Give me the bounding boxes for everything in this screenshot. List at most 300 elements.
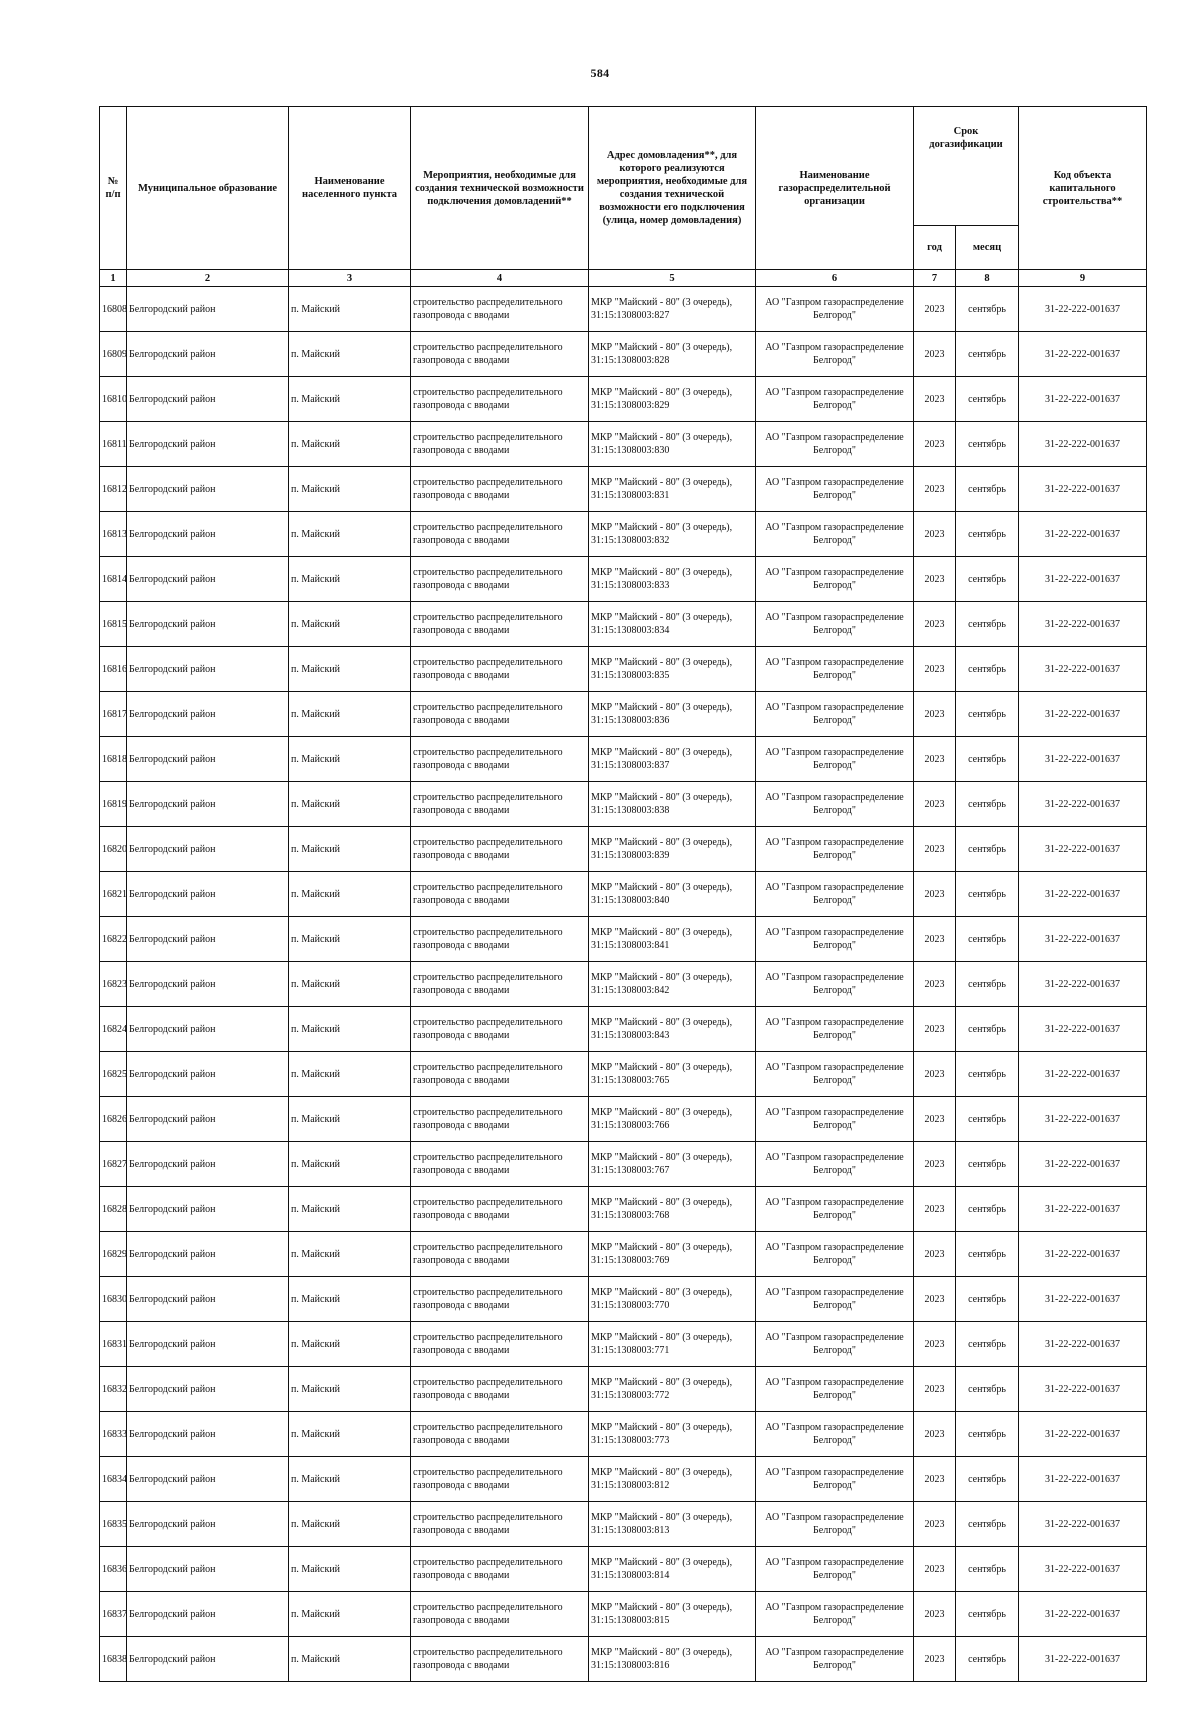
month-cell: сентябрь: [956, 467, 1019, 512]
object-code-cell: 31-22-222-001637: [1019, 1232, 1147, 1277]
row-number: 16823: [100, 962, 127, 1007]
locality-cell: п. Майский: [289, 1547, 411, 1592]
locality-cell: п. Майский: [289, 422, 411, 467]
locality-cell: п. Майский: [289, 1412, 411, 1457]
municipality-cell: Белгородский район: [127, 692, 289, 737]
municipality-cell: Белгородский район: [127, 1547, 289, 1592]
table-row: [100, 1502, 1147, 1547]
address-cell: МКР "Майский - 80" (3 очередь), 31:15:1308003:773: [589, 1412, 756, 1457]
address-cell: МКР "Майский - 80" (3 очередь), 31:15:1308003:813: [589, 1502, 756, 1547]
address-cell: МКР "Майский - 80" (3 очередь), 31:15:1308003:812: [589, 1457, 756, 1502]
municipality-cell: Белгородский район: [127, 467, 289, 512]
table-row: [100, 1457, 1147, 1502]
year-cell: 2023: [914, 557, 956, 602]
locality-cell: п. Майский: [289, 287, 411, 332]
object-code-cell: 31-22-222-001637: [1019, 647, 1147, 692]
table-row: [100, 647, 1147, 692]
month-cell: сентябрь: [956, 1367, 1019, 1412]
municipality-cell: Белгородский район: [127, 827, 289, 872]
activity-cell: строительство распределительного газопровода с вводами: [411, 1187, 589, 1232]
activity-cell: строительство распределительного газопровода с вводами: [411, 962, 589, 1007]
month-cell: сентябрь: [956, 377, 1019, 422]
activity-cell: строительство распределительного газопровода с вводами: [411, 1412, 589, 1457]
address-cell: МКР "Майский - 80" (3 очередь), 31:15:1308003:831: [589, 467, 756, 512]
row-number: 16831: [100, 1322, 127, 1367]
year-cell: 2023: [914, 827, 956, 872]
municipality-cell: Белгородский район: [127, 1277, 289, 1322]
municipality-cell: Белгородский район: [127, 782, 289, 827]
year-cell: 2023: [914, 647, 956, 692]
month-cell: сентябрь: [956, 602, 1019, 647]
object-code-cell: 31-22-222-001637: [1019, 692, 1147, 737]
organization-cell: АО "Газпром газораспределение Белгород": [756, 1592, 914, 1637]
locality-cell: п. Майский: [289, 512, 411, 557]
table-row: [100, 1007, 1147, 1052]
address-cell: МКР "Майский - 80" (3 очередь), 31:15:1308003:772: [589, 1367, 756, 1412]
organization-cell: АО "Газпром газораспределение Белгород": [756, 1232, 914, 1277]
activity-cell: строительство распределительного газопровода с вводами: [411, 557, 589, 602]
object-code-cell: 31-22-222-001637: [1019, 1367, 1147, 1412]
object-code-cell: 31-22-222-001637: [1019, 1547, 1147, 1592]
year-cell: 2023: [914, 1367, 956, 1412]
row-number: 16822: [100, 917, 127, 962]
month-cell: сентябрь: [956, 1052, 1019, 1097]
table-row: [100, 287, 1147, 332]
month-cell: сентябрь: [956, 1142, 1019, 1187]
organization-cell: АО "Газпром газораспределение Белгород": [756, 1412, 914, 1457]
locality-cell: п. Майский: [289, 602, 411, 647]
object-code-cell: 31-22-222-001637: [1019, 1637, 1147, 1682]
row-number: 16810: [100, 377, 127, 422]
activity-cell: строительство распределительного газопровода с вводами: [411, 512, 589, 557]
organization-cell: АО "Газпром газораспределение Белгород": [756, 422, 914, 467]
table-row: [100, 602, 1147, 647]
month-cell: сентябрь: [956, 647, 1019, 692]
month-cell: сентябрь: [956, 1457, 1019, 1502]
table-row: [100, 377, 1147, 422]
header-row: [100, 107, 1147, 226]
year-cell: 2023: [914, 377, 956, 422]
header-organization: Наименование газораспределительной организации: [756, 107, 914, 270]
table-row: [100, 1547, 1147, 1592]
header-address: Адрес домовладения**, для которого реализуются мероприятия, необходимые для создания технической возможности его подключения (улица, номер домовладения): [589, 107, 756, 270]
address-cell: МКР "Майский - 80" (3 очередь), 31:15:1308003:827: [589, 287, 756, 332]
municipality-cell: Белгородский район: [127, 557, 289, 602]
object-code-cell: 31-22-222-001637: [1019, 962, 1147, 1007]
organization-cell: АО "Газпром газораспределение Белгород": [756, 1277, 914, 1322]
month-cell: сентябрь: [956, 962, 1019, 1007]
activity-cell: строительство распределительного газопровода с вводами: [411, 287, 589, 332]
row-number: 16838: [100, 1637, 127, 1682]
object-code-cell: 31-22-222-001637: [1019, 1412, 1147, 1457]
locality-cell: п. Майский: [289, 1277, 411, 1322]
year-cell: 2023: [914, 1052, 956, 1097]
activity-cell: строительство распределительного газопровода с вводами: [411, 1097, 589, 1142]
organization-cell: АО "Газпром газораспределение Белгород": [756, 1547, 914, 1592]
row-number: 16829: [100, 1232, 127, 1277]
row-number: 16815: [100, 602, 127, 647]
header-month: месяц: [956, 226, 1019, 270]
table-row: [100, 512, 1147, 557]
address-cell: МКР "Майский - 80" (3 очередь), 31:15:1308003:833: [589, 557, 756, 602]
year-cell: 2023: [914, 1232, 956, 1277]
organization-cell: АО "Газпром газораспределение Белгород": [756, 1052, 914, 1097]
object-code-cell: 31-22-222-001637: [1019, 782, 1147, 827]
address-cell: МКР "Майский - 80" (3 очередь), 31:15:1308003:836: [589, 692, 756, 737]
object-code-cell: 31-22-222-001637: [1019, 422, 1147, 467]
table-row: [100, 962, 1147, 1007]
year-cell: 2023: [914, 1007, 956, 1052]
month-cell: сентябрь: [956, 1502, 1019, 1547]
organization-cell: АО "Газпром газораспределение Белгород": [756, 287, 914, 332]
month-cell: сентябрь: [956, 872, 1019, 917]
row-number: 16820: [100, 827, 127, 872]
locality-cell: п. Майский: [289, 1007, 411, 1052]
row-number: 16825: [100, 1052, 127, 1097]
organization-cell: АО "Газпром газораспределение Белгород": [756, 827, 914, 872]
activity-cell: строительство распределительного газопровода с вводами: [411, 1367, 589, 1412]
organization-cell: АО "Газпром газораспределение Белгород": [756, 512, 914, 557]
address-cell: МКР "Майский - 80" (3 очередь), 31:15:1308003:767: [589, 1142, 756, 1187]
locality-cell: п. Майский: [289, 1592, 411, 1637]
year-cell: 2023: [914, 602, 956, 647]
column-number: 6: [756, 270, 914, 287]
organization-cell: АО "Газпром газораспределение Белгород": [756, 737, 914, 782]
year-cell: 2023: [914, 1502, 956, 1547]
activity-cell: строительство распределительного газопровода с вводами: [411, 1277, 589, 1322]
year-cell: 2023: [914, 1142, 956, 1187]
activity-cell: строительство распределительного газопровода с вводами: [411, 737, 589, 782]
activity-cell: строительство распределительного газопровода с вводами: [411, 332, 589, 377]
month-cell: сентябрь: [956, 1277, 1019, 1322]
address-cell: МКР "Майский - 80" (3 очередь), 31:15:1308003:843: [589, 1007, 756, 1052]
row-number: 16809: [100, 332, 127, 377]
object-code-cell: 31-22-222-001637: [1019, 287, 1147, 332]
municipality-cell: Белгородский район: [127, 1187, 289, 1232]
address-cell: МКР "Майский - 80" (3 очередь), 31:15:1308003:769: [589, 1232, 756, 1277]
locality-cell: п. Майский: [289, 1367, 411, 1412]
activity-cell: строительство распределительного газопровода с вводами: [411, 1457, 589, 1502]
gasification-table: [99, 106, 1147, 1682]
municipality-cell: Белгородский район: [127, 737, 289, 782]
activity-cell: строительство распределительного газопровода с вводами: [411, 1232, 589, 1277]
object-code-cell: 31-22-222-001637: [1019, 602, 1147, 647]
header-locality: Наименование населенного пункта: [289, 107, 411, 270]
table-row: [100, 422, 1147, 467]
object-code-cell: 31-22-222-001637: [1019, 1142, 1147, 1187]
page-number: 584: [590, 66, 610, 80]
address-cell: МКР "Майский - 80" (3 очередь), 31:15:1308003:816: [589, 1637, 756, 1682]
month-cell: сентябрь: [956, 512, 1019, 557]
locality-cell: п. Майский: [289, 557, 411, 602]
object-code-cell: 31-22-222-001637: [1019, 1502, 1147, 1547]
organization-cell: АО "Газпром газораспределение Белгород": [756, 557, 914, 602]
locality-cell: п. Майский: [289, 692, 411, 737]
activity-cell: строительство распределительного газопровода с вводами: [411, 1007, 589, 1052]
municipality-cell: Белгородский район: [127, 647, 289, 692]
municipality-cell: Белгородский район: [127, 872, 289, 917]
table-row: [100, 1097, 1147, 1142]
table-row: [100, 737, 1147, 782]
object-code-cell: 31-22-222-001637: [1019, 917, 1147, 962]
organization-cell: АО "Газпром газораспределение Белгород": [756, 692, 914, 737]
month-cell: сентябрь: [956, 1187, 1019, 1232]
address-cell: МКР "Майский - 80" (3 очередь), 31:15:1308003:842: [589, 962, 756, 1007]
municipality-cell: Белгородский район: [127, 1097, 289, 1142]
address-cell: МКР "Майский - 80" (3 очередь), 31:15:1308003:815: [589, 1592, 756, 1637]
organization-cell: АО "Газпром газораспределение Белгород": [756, 917, 914, 962]
activity-cell: строительство распределительного газопровода с вводами: [411, 377, 589, 422]
year-cell: 2023: [914, 1637, 956, 1682]
table-row: [100, 557, 1147, 602]
organization-cell: АО "Газпром газораспределение Белгород": [756, 782, 914, 827]
address-cell: МКР "Майский - 80" (3 очередь), 31:15:1308003:834: [589, 602, 756, 647]
activity-cell: строительство распределительного газопровода с вводами: [411, 602, 589, 647]
year-cell: 2023: [914, 692, 956, 737]
municipality-cell: Белгородский район: [127, 602, 289, 647]
activity-cell: строительство распределительного газопровода с вводами: [411, 1592, 589, 1637]
row-number: 16811: [100, 422, 127, 467]
locality-cell: п. Майский: [289, 1097, 411, 1142]
row-number: 16837: [100, 1592, 127, 1637]
object-code-cell: 31-22-222-001637: [1019, 1007, 1147, 1052]
locality-cell: п. Майский: [289, 827, 411, 872]
organization-cell: АО "Газпром газораспределение Белгород": [756, 602, 914, 647]
locality-cell: п. Майский: [289, 1232, 411, 1277]
locality-cell: п. Майский: [289, 1142, 411, 1187]
table-header: [100, 107, 1147, 287]
row-number: 16835: [100, 1502, 127, 1547]
municipality-cell: Белгородский район: [127, 917, 289, 962]
address-cell: МКР "Майский - 80" (3 очередь), 31:15:1308003:840: [589, 872, 756, 917]
row-number: 16812: [100, 467, 127, 512]
activity-cell: строительство распределительного газопровода с вводами: [411, 1142, 589, 1187]
column-number: 2: [127, 270, 289, 287]
row-number: 16816: [100, 647, 127, 692]
object-code-cell: 31-22-222-001637: [1019, 1322, 1147, 1367]
year-cell: 2023: [914, 962, 956, 1007]
municipality-cell: Белгородский район: [127, 1457, 289, 1502]
activity-cell: строительство распределительного газопровода с вводами: [411, 692, 589, 737]
month-cell: сентябрь: [956, 917, 1019, 962]
address-cell: МКР "Майский - 80" (3 очередь), 31:15:1308003:835: [589, 647, 756, 692]
municipality-cell: Белгородский район: [127, 287, 289, 332]
table-row: [100, 1412, 1147, 1457]
object-code-cell: 31-22-222-001637: [1019, 467, 1147, 512]
row-number: 16836: [100, 1547, 127, 1592]
month-cell: сентябрь: [956, 782, 1019, 827]
activity-cell: строительство распределительного газопровода с вводами: [411, 782, 589, 827]
header-num: № п/п: [100, 107, 127, 270]
month-cell: сентябрь: [956, 737, 1019, 782]
table-row: [100, 782, 1147, 827]
year-cell: 2023: [914, 1097, 956, 1142]
locality-cell: п. Майский: [289, 1637, 411, 1682]
column-number: 5: [589, 270, 756, 287]
month-cell: сентябрь: [956, 1007, 1019, 1052]
locality-cell: п. Майский: [289, 1322, 411, 1367]
month-cell: сентябрь: [956, 1322, 1019, 1367]
municipality-cell: Белгородский район: [127, 1412, 289, 1457]
organization-cell: АО "Газпром газораспределение Белгород": [756, 1502, 914, 1547]
activity-cell: строительство распределительного газопровода с вводами: [411, 1637, 589, 1682]
table-row: [100, 1367, 1147, 1412]
municipality-cell: Белгородский район: [127, 1052, 289, 1097]
organization-cell: АО "Газпром газораспределение Белгород": [756, 1142, 914, 1187]
locality-cell: п. Майский: [289, 1187, 411, 1232]
row-number: 16821: [100, 872, 127, 917]
address-cell: МКР "Майский - 80" (3 очередь), 31:15:1308003:838: [589, 782, 756, 827]
object-code-cell: 31-22-222-001637: [1019, 557, 1147, 602]
table-row: [100, 1637, 1147, 1682]
organization-cell: АО "Газпром газораспределение Белгород": [756, 1457, 914, 1502]
year-cell: 2023: [914, 782, 956, 827]
year-cell: 2023: [914, 1547, 956, 1592]
municipality-cell: Белгородский район: [127, 422, 289, 467]
locality-cell: п. Майский: [289, 332, 411, 377]
object-code-cell: 31-22-222-001637: [1019, 737, 1147, 782]
year-cell: 2023: [914, 737, 956, 782]
municipality-cell: Белгородский район: [127, 1637, 289, 1682]
activity-cell: строительство распределительного газопровода с вводами: [411, 1052, 589, 1097]
column-number: 4: [411, 270, 589, 287]
organization-cell: АО "Газпром газораспределение Белгород": [756, 1097, 914, 1142]
activity-cell: строительство распределительного газопровода с вводами: [411, 467, 589, 512]
row-number: 16833: [100, 1412, 127, 1457]
municipality-cell: Белгородский район: [127, 377, 289, 422]
year-cell: 2023: [914, 872, 956, 917]
locality-cell: п. Майский: [289, 1502, 411, 1547]
header-object-code: Код объекта капитального строительства**: [1019, 107, 1147, 270]
table-row: [100, 917, 1147, 962]
locality-cell: п. Майский: [289, 1457, 411, 1502]
row-number: 16818: [100, 737, 127, 782]
table-row: [100, 1592, 1147, 1637]
organization-cell: АО "Газпром газораспределение Белгород": [756, 872, 914, 917]
organization-cell: АО "Газпром газораспределение Белгород": [756, 1187, 914, 1232]
locality-cell: п. Майский: [289, 962, 411, 1007]
organization-cell: АО "Газпром газораспределение Белгород": [756, 332, 914, 377]
month-cell: сентябрь: [956, 1097, 1019, 1142]
column-number: 7: [914, 270, 956, 287]
column-number: 3: [289, 270, 411, 287]
table-row: [100, 1052, 1147, 1097]
object-code-cell: 31-22-222-001637: [1019, 1592, 1147, 1637]
activity-cell: строительство распределительного газопровода с вводами: [411, 1502, 589, 1547]
year-cell: 2023: [914, 1187, 956, 1232]
activity-cell: строительство распределительного газопровода с вводами: [411, 1547, 589, 1592]
row-number: 16826: [100, 1097, 127, 1142]
locality-cell: п. Майский: [289, 1052, 411, 1097]
month-cell: сентябрь: [956, 1232, 1019, 1277]
address-cell: МКР "Майский - 80" (3 очередь), 31:15:1308003:828: [589, 332, 756, 377]
object-code-cell: 31-22-222-001637: [1019, 512, 1147, 557]
address-cell: МКР "Майский - 80" (3 очередь), 31:15:1308003:830: [589, 422, 756, 467]
table-row: [100, 1322, 1147, 1367]
row-number: 16830: [100, 1277, 127, 1322]
month-cell: сентябрь: [956, 827, 1019, 872]
municipality-cell: Белгородский район: [127, 1367, 289, 1412]
row-number: 16819: [100, 782, 127, 827]
table-row: [100, 872, 1147, 917]
object-code-cell: 31-22-222-001637: [1019, 1457, 1147, 1502]
object-code-cell: 31-22-222-001637: [1019, 872, 1147, 917]
year-cell: 2023: [914, 1457, 956, 1502]
object-code-cell: 31-22-222-001637: [1019, 827, 1147, 872]
object-code-cell: 31-22-222-001637: [1019, 377, 1147, 422]
activity-cell: строительство распределительного газопровода с вводами: [411, 422, 589, 467]
organization-cell: АО "Газпром газораспределение Белгород": [756, 647, 914, 692]
year-cell: 2023: [914, 467, 956, 512]
month-cell: сентябрь: [956, 692, 1019, 737]
row-number: 16827: [100, 1142, 127, 1187]
organization-cell: АО "Газпром газораспределение Белгород": [756, 1322, 914, 1367]
header-deadline: Срок догазификации: [914, 107, 1019, 226]
year-cell: 2023: [914, 332, 956, 377]
municipality-cell: Белгородский район: [127, 1007, 289, 1052]
address-cell: МКР "Майский - 80" (3 очередь), 31:15:1308003:829: [589, 377, 756, 422]
locality-cell: п. Майский: [289, 782, 411, 827]
address-cell: МКР "Майский - 80" (3 очередь), 31:15:1308003:814: [589, 1547, 756, 1592]
year-cell: 2023: [914, 287, 956, 332]
organization-cell: АО "Газпром газораспределение Белгород": [756, 1637, 914, 1682]
address-cell: МКР "Майский - 80" (3 очередь), 31:15:1308003:766: [589, 1097, 756, 1142]
address-cell: МКР "Майский - 80" (3 очередь), 31:15:1308003:770: [589, 1277, 756, 1322]
activity-cell: строительство распределительного газопровода с вводами: [411, 1322, 589, 1367]
locality-cell: п. Майский: [289, 917, 411, 962]
month-cell: сентябрь: [956, 557, 1019, 602]
table-row: [100, 467, 1147, 512]
municipality-cell: Белгородский район: [127, 1322, 289, 1367]
municipality-cell: Белгородский район: [127, 1502, 289, 1547]
address-cell: МКР "Майский - 80" (3 очередь), 31:15:1308003:832: [589, 512, 756, 557]
locality-cell: п. Майский: [289, 647, 411, 692]
activity-cell: строительство распределительного газопровода с вводами: [411, 872, 589, 917]
month-cell: сентябрь: [956, 287, 1019, 332]
organization-cell: АО "Газпром газораспределение Белгород": [756, 1367, 914, 1412]
month-cell: сентябрь: [956, 422, 1019, 467]
row-number: 16808: [100, 287, 127, 332]
address-cell: МКР "Майский - 80" (3 очередь), 31:15:1308003:841: [589, 917, 756, 962]
month-cell: сентябрь: [956, 1637, 1019, 1682]
column-number-row: [100, 270, 1147, 287]
address-cell: МКР "Майский - 80" (3 очередь), 31:15:1308003:765: [589, 1052, 756, 1097]
activity-cell: строительство распределительного газопровода с вводами: [411, 827, 589, 872]
month-cell: сентябрь: [956, 332, 1019, 377]
year-cell: 2023: [914, 422, 956, 467]
municipality-cell: Белгородский район: [127, 332, 289, 377]
row-number: 16834: [100, 1457, 127, 1502]
month-cell: сентябрь: [956, 1412, 1019, 1457]
table-row: [100, 1187, 1147, 1232]
municipality-cell: Белгородский район: [127, 1232, 289, 1277]
municipality-cell: Белгородский район: [127, 962, 289, 1007]
row-number: 16813: [100, 512, 127, 557]
object-code-cell: 31-22-222-001637: [1019, 1052, 1147, 1097]
year-cell: 2023: [914, 1322, 956, 1367]
organization-cell: АО "Газпром газораспределение Белгород": [756, 1007, 914, 1052]
column-number: 8: [956, 270, 1019, 287]
month-cell: сентябрь: [956, 1592, 1019, 1637]
address-cell: МКР "Майский - 80" (3 очередь), 31:15:1308003:839: [589, 827, 756, 872]
year-cell: 2023: [914, 1412, 956, 1457]
address-cell: МКР "Майский - 80" (3 очередь), 31:15:1308003:837: [589, 737, 756, 782]
locality-cell: п. Майский: [289, 872, 411, 917]
row-number: 16817: [100, 692, 127, 737]
column-number: 9: [1019, 270, 1147, 287]
row-number: 16824: [100, 1007, 127, 1052]
organization-cell: АО "Газпром газораспределение Белгород": [756, 467, 914, 512]
